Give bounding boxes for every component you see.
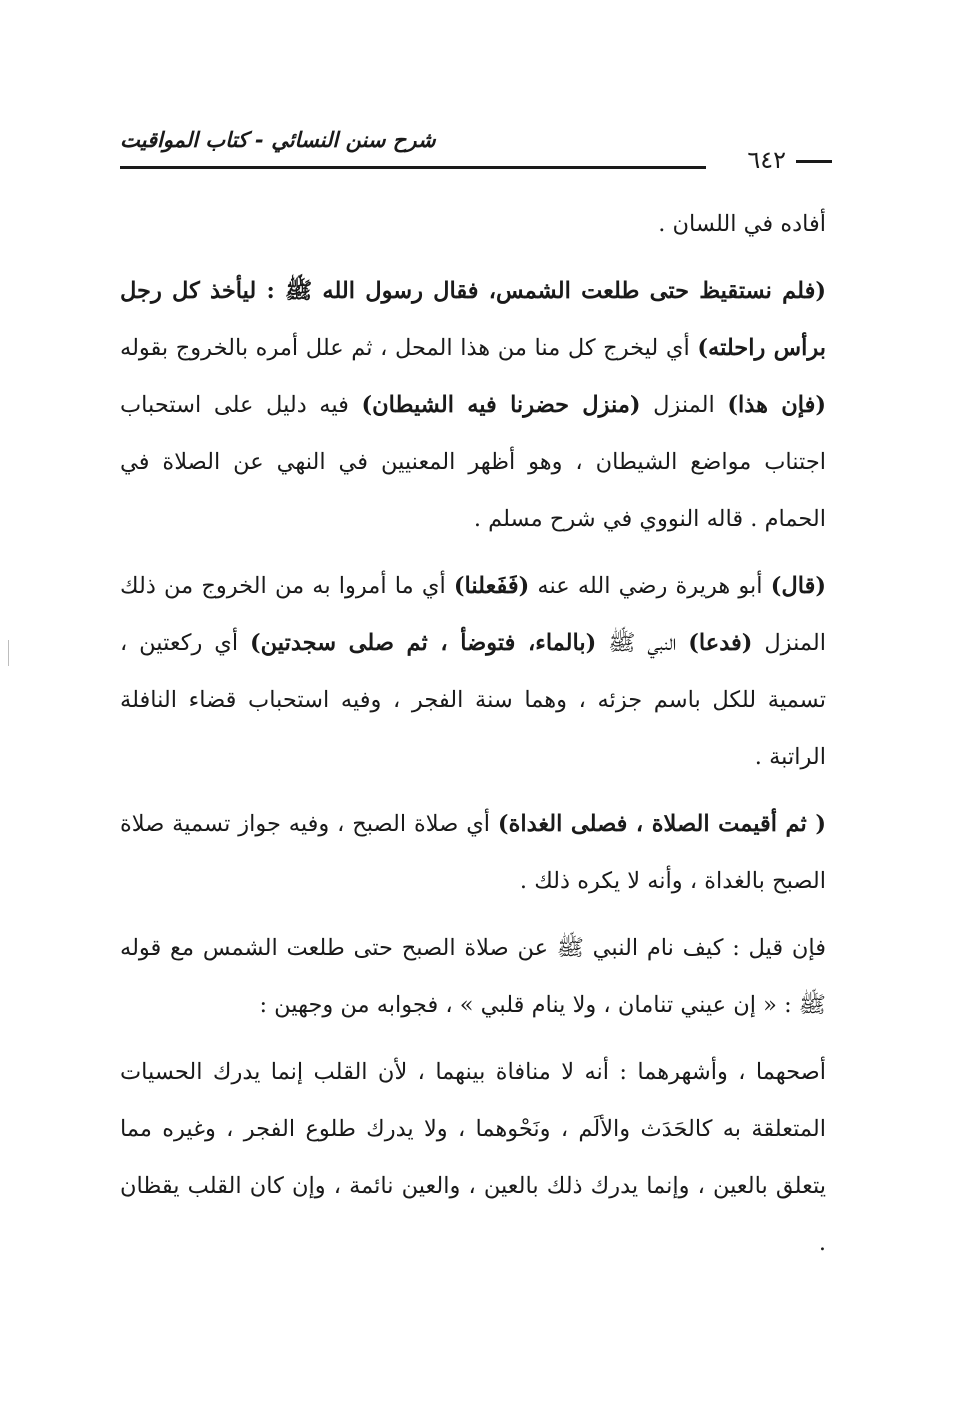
commentary-text: أي ما أمروا به من الخروج من ذلك المنزل bbox=[120, 573, 826, 656]
commentary-text: أفاده في اللسان . bbox=[658, 211, 826, 237]
running-header-title: شرح سنن النسائي - كتاب المواقيت bbox=[120, 128, 436, 152]
paragraph bbox=[120, 558, 826, 786]
body-text bbox=[120, 196, 826, 1282]
quoted-hadith-text: ( ثم أقيمت الصلاة ، فصلى الغداة) bbox=[497, 811, 826, 837]
page-number: ٦٤٢ bbox=[747, 146, 786, 174]
quoted-hadith-text: (فدعا) bbox=[688, 630, 753, 656]
page-number-block bbox=[747, 146, 832, 174]
commentary-text: أي صلاة الصبح ، وفيه جواز تسمية صلاة الصبح بالغداة ، وأنه لا يكره ذلك . bbox=[120, 811, 826, 894]
commentary-text: أبو هريرة رضي الله عنه bbox=[529, 573, 771, 599]
paragraph bbox=[120, 920, 826, 1034]
commentary-text: أصحهما ، وأشهرهما : أنه لا منافاة بينهما ، لأن القلب إنما يدرك الحسيات المتعلقة به كالحَدَث والألَم ، ونَحْوهما ، ولا يدرك طلوع الفجر ، وغيره مما يتعلق بالعين ، وإنما يدرك ذلك بالعين ، والعين نائمة ، وإن كان القلب يقظان . bbox=[120, 1059, 826, 1256]
commentary-text: النبي ﷺ bbox=[596, 630, 689, 656]
commentary-text: المنزل bbox=[640, 392, 728, 418]
quoted-hadith-text: (فَفَعلنا) bbox=[453, 573, 530, 599]
paragraph bbox=[120, 796, 826, 910]
commentary-text: أي ليخرج كل منا من هذا المحل ، ثم علل أمره بالخروج بقوله bbox=[120, 335, 698, 361]
page-number-dash bbox=[796, 160, 832, 163]
quoted-hadith-text: (منزل حضرنا فيه الشيطان) bbox=[361, 392, 641, 418]
header-rule bbox=[120, 166, 706, 169]
quoted-hadith-text: (بالماء، فتوضأ ، ثم صلى سجدتين) bbox=[250, 630, 597, 656]
quoted-hadith-text: (قال) bbox=[770, 573, 826, 599]
paragraph bbox=[120, 263, 826, 548]
commentary-text: فيه دليل على استحباب اجتناب مواضع الشيطان ، وهو أظهر المعنيين في النهي عن الصلاة في الحمام . قاله النووي في شرح مسلم . bbox=[120, 392, 826, 532]
paragraph bbox=[120, 1044, 826, 1272]
commentary-text: أي ركعتين ، تسمية للكل باسم جزئه ، وهما سنة الفجر ، وفيه استحباب قضاء النافلة الراتبة . bbox=[120, 630, 826, 770]
commentary-text: فإن قيل : كيف نام النبي ﷺ عن صلاة الصبح حتى طلعت الشمس مع قوله ﷺ : « إن عيني تنامان ، ولا ينام قلبي » ، فجوابه من وجهين : bbox=[120, 935, 826, 1018]
quoted-hadith-text: (فإن هذا) bbox=[727, 392, 826, 418]
quoted-hadith-text: (فلم نستقيظ حتى طلعت الشمس، فقال رسول الله ﷺ : ليأخذ كل رجل برأس راحلته) bbox=[120, 278, 827, 361]
running-header bbox=[120, 128, 832, 180]
paragraph bbox=[120, 196, 826, 253]
margin-mark bbox=[8, 640, 9, 666]
